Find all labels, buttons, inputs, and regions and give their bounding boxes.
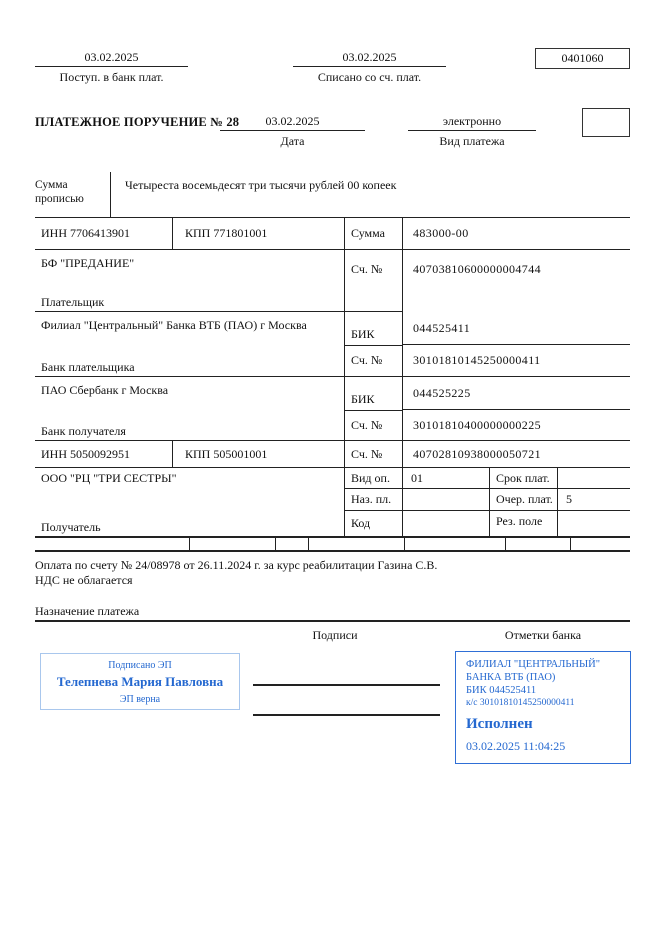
beneficiary-bank-section-label: Банк получателя bbox=[41, 424, 126, 438]
purpose-line-2: НДС не облагается bbox=[35, 573, 133, 587]
esign-line-1: Подписано ЭП bbox=[108, 660, 172, 671]
payer-bank-labels bbox=[345, 312, 403, 376]
payer-bank-values bbox=[403, 312, 630, 376]
op-term-label: Срок плат. bbox=[490, 468, 558, 488]
op-order-label: Очер. плат. bbox=[490, 489, 558, 509]
payment-purpose-text bbox=[35, 558, 595, 588]
beneficiary-bank-labels bbox=[345, 377, 403, 440]
stamp-corr-account: к/с 30101810145250000411 bbox=[466, 698, 575, 708]
op-purpose-label: Наз. пл. bbox=[345, 489, 403, 509]
signatures-header: Подписи bbox=[312, 628, 358, 642]
doc-date-value: 03.02.2025 bbox=[220, 114, 365, 131]
payer-bank-bik: 044525411 bbox=[403, 312, 630, 345]
beneficiary-account-label: Сч. № bbox=[345, 441, 403, 467]
beneficiary-bank-bik: 044525225 bbox=[403, 377, 630, 410]
op-code-label: Код bbox=[345, 511, 403, 536]
received-date-value: 03.02.2025 bbox=[35, 50, 188, 67]
purpose-line-1: Оплата по счету № 24/08978 от 26.11.2024 г. за курс реабилитации Газина С.В. bbox=[35, 558, 438, 572]
extra-field-cell bbox=[190, 538, 276, 550]
operation-row-2 bbox=[345, 489, 630, 510]
extra-field-cell bbox=[35, 538, 190, 550]
beneficiary-bank-cell bbox=[35, 377, 345, 440]
esign-line-3: ЭП верна bbox=[119, 694, 161, 705]
debited-date-value: 03.02.2025 bbox=[293, 50, 446, 67]
payment-type-code-box bbox=[582, 108, 630, 137]
payment-order-table bbox=[35, 172, 630, 552]
beneficiary-bank-name: ПАО Сбербанк г Москва bbox=[41, 383, 169, 397]
esign-signer-name: Телепнева Мария Павловна bbox=[56, 674, 224, 689]
stamp-status: Исполнен bbox=[466, 716, 533, 732]
operation-row-1 bbox=[345, 468, 630, 489]
purpose-divider-line bbox=[35, 620, 630, 622]
op-term-value bbox=[558, 468, 630, 488]
amount-in-words-row bbox=[35, 172, 630, 218]
payment-kind-label: Вид платежа bbox=[439, 134, 505, 148]
payer-bank-name: Филиал "Центральный" Банка ВТБ (ПАО) г Москва bbox=[41, 318, 307, 332]
beneficiary-bank-row bbox=[35, 377, 630, 441]
extra-fields-row bbox=[35, 538, 630, 552]
payer-kpp: КПП 771801001 bbox=[173, 218, 345, 249]
received-date-label: Поступ. в банк плат. bbox=[59, 70, 164, 84]
esign-box bbox=[40, 653, 240, 710]
op-type-label: Вид оп. bbox=[345, 468, 403, 488]
signature-line-1 bbox=[253, 684, 440, 686]
signature-line-2 bbox=[253, 714, 440, 716]
operation-row-3 bbox=[345, 511, 630, 536]
amount-in-words-value: Четыреста восемьдесят три тысячи рублей 00 копеек bbox=[125, 178, 397, 192]
operation-grid bbox=[345, 468, 630, 536]
payer-bank-account-label: Сч. № bbox=[345, 346, 403, 376]
beneficiary-section-label: Получатель bbox=[41, 520, 101, 534]
payer-bank-bik-label: БИК bbox=[345, 312, 403, 346]
payer-inn-row bbox=[35, 218, 630, 250]
beneficiary-inn-row bbox=[35, 441, 630, 468]
stamp-bik: БИК 044525411 bbox=[466, 685, 537, 696]
payer-cell bbox=[35, 250, 345, 312]
amount-value: 483000-00 bbox=[413, 226, 469, 240]
beneficiary-bank-account-label: Сч. № bbox=[345, 411, 403, 441]
purpose-section-label: Назначение платежа bbox=[35, 604, 140, 618]
received-date-field bbox=[35, 50, 188, 85]
payer-section-label: Плательщик bbox=[41, 295, 105, 309]
extra-field-cell bbox=[276, 538, 309, 550]
op-reserve-value bbox=[558, 511, 630, 536]
op-order-value: 5 bbox=[566, 492, 572, 507]
extra-field-cell bbox=[309, 538, 405, 550]
form-code: 0401060 bbox=[561, 51, 604, 65]
beneficiary-account: 40702810938000050721 bbox=[413, 446, 541, 461]
payer-inn: ИНН 7706413901 bbox=[35, 218, 173, 249]
extra-field-cell bbox=[405, 538, 506, 550]
op-reserve-label: Рез. поле bbox=[490, 511, 558, 536]
beneficiary-cell bbox=[35, 468, 345, 536]
amount-in-words-label: Сумма прописью bbox=[35, 172, 111, 217]
op-purpose-value bbox=[403, 489, 490, 509]
beneficiary-kpp: КПП 505001001 bbox=[173, 441, 345, 467]
form-code-box bbox=[535, 48, 630, 69]
beneficiary-bank-account: 30101810400000000225 bbox=[413, 417, 541, 432]
payer-bank-account: 30101810145250000411 bbox=[413, 353, 541, 368]
extra-field-cell bbox=[506, 538, 571, 550]
beneficiary-name: ООО "РЦ "ТРИ СЕСТРЫ" bbox=[41, 471, 177, 485]
payer-bank-cell bbox=[35, 312, 345, 376]
stamp-bank-name: ФИЛИАЛ "ЦЕНТРАЛЬНЫЙ" БАНКА ВТБ (ПАО) bbox=[466, 659, 601, 683]
debited-date-label: Списано со сч. плат. bbox=[317, 70, 422, 84]
payment-kind-field bbox=[408, 114, 536, 149]
beneficiary-bank-values bbox=[403, 377, 630, 440]
payer-bank-row bbox=[35, 312, 630, 377]
bank-marks-header: Отметки банка bbox=[504, 628, 582, 642]
beneficiary-bank-bik-label: БИК bbox=[345, 377, 403, 411]
doc-date-field bbox=[220, 114, 365, 149]
beneficiary-inn: ИНН 5050092951 bbox=[35, 441, 173, 467]
payer-row bbox=[35, 250, 630, 312]
amount-label: Сумма bbox=[345, 218, 403, 249]
document-title: ПЛАТЕЖНОЕ ПОРУЧЕНИЕ № 28 bbox=[35, 115, 240, 129]
bank-stamp bbox=[455, 651, 631, 764]
doc-date-label: Дата bbox=[280, 134, 305, 148]
payer-account-label: Сч. № bbox=[345, 250, 403, 312]
stamp-datetime: 03.02.2025 11:04:25 bbox=[466, 739, 566, 753]
payment-kind-value: электронно bbox=[408, 114, 536, 131]
payer-bank-section-label: Банк плательщика bbox=[41, 360, 135, 374]
op-code-value bbox=[403, 511, 490, 536]
extra-field-cell bbox=[571, 538, 630, 550]
payer-account: 40703810600000004744 bbox=[413, 262, 541, 276]
beneficiary-row bbox=[35, 468, 630, 538]
debited-date-field bbox=[293, 50, 446, 85]
payer-name: БФ "ПРЕДАНИЕ" bbox=[41, 256, 135, 270]
op-type-value: 01 bbox=[403, 468, 490, 488]
